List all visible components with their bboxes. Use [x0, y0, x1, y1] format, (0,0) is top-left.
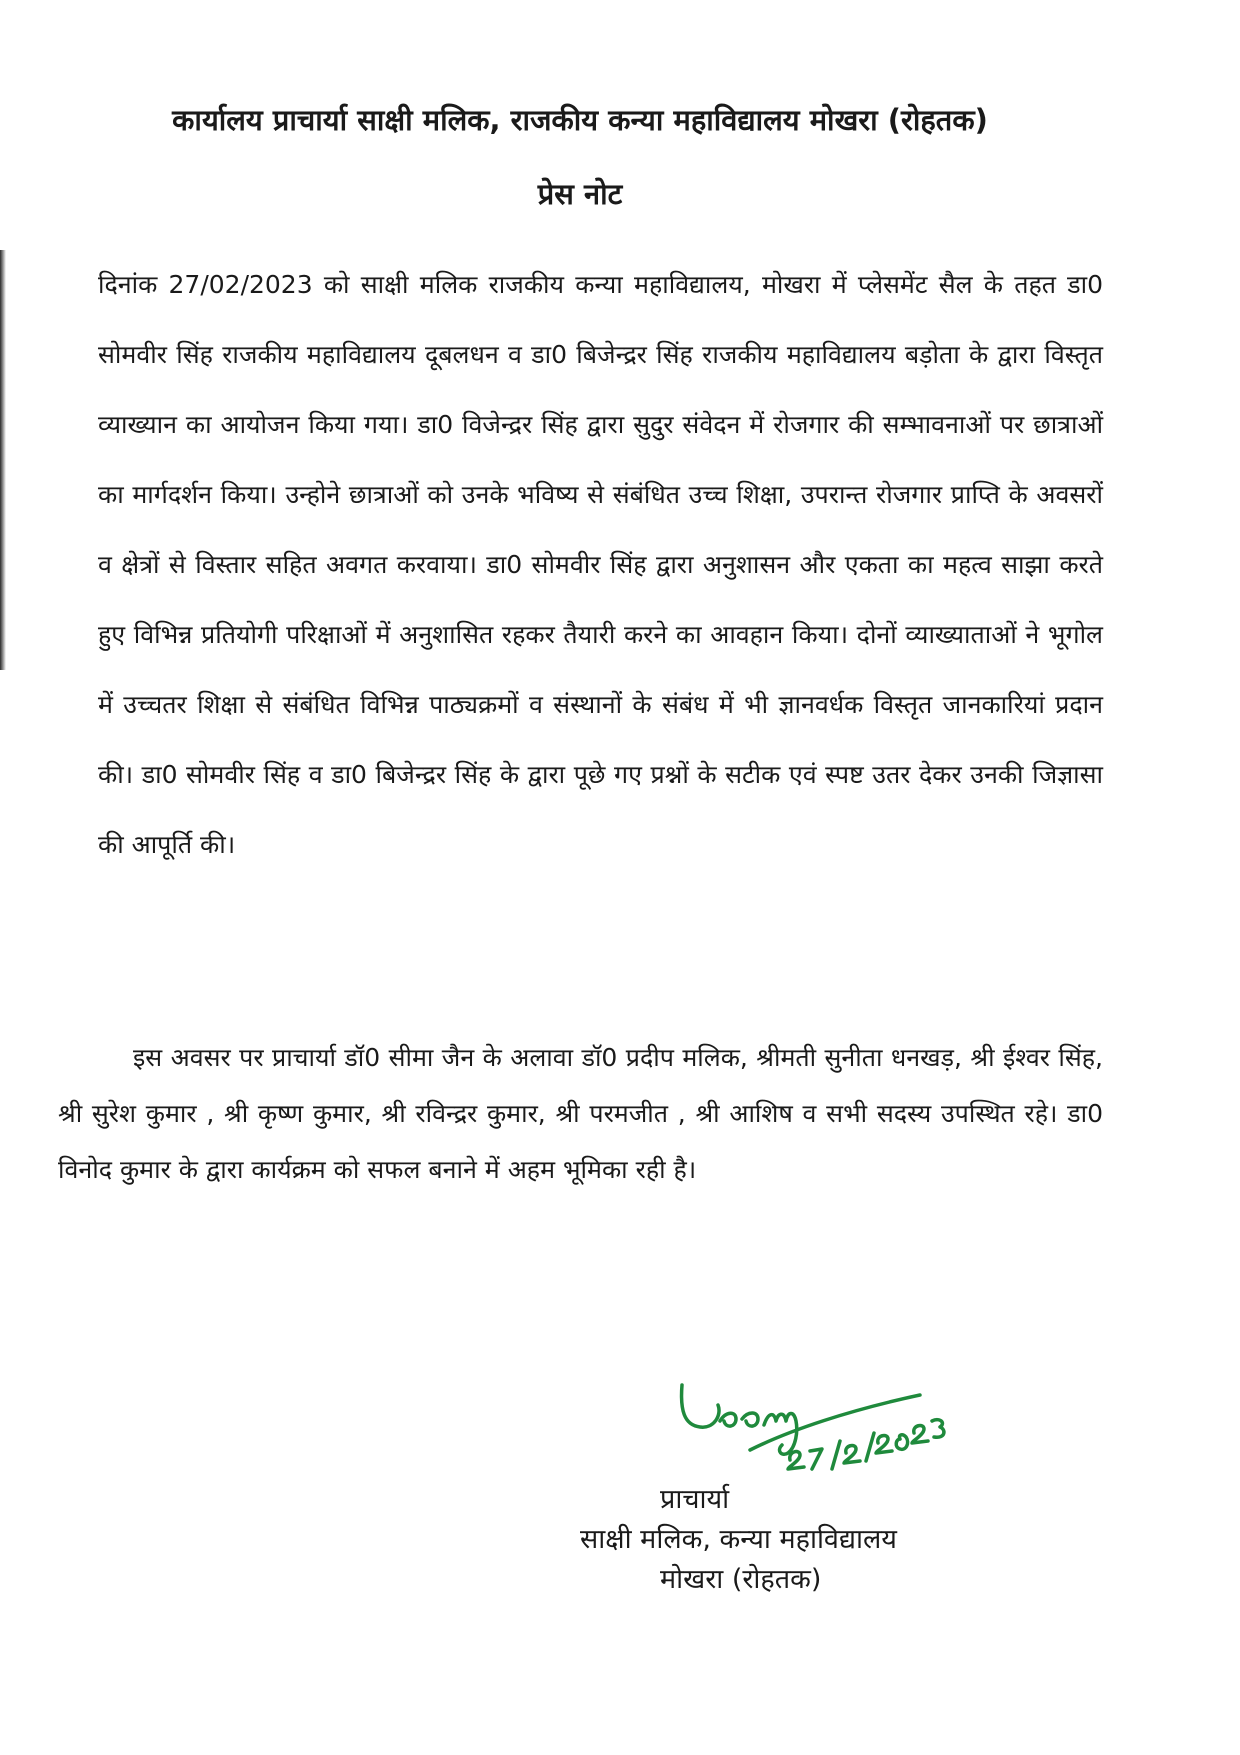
signatory-place: मोखरा (रोहतक): [660, 1564, 822, 1595]
handwritten-signature: [670, 1355, 950, 1475]
signatory-college: साक्षी मलिक, कन्या महाविद्यालय: [580, 1524, 897, 1555]
scan-shadow-edge: [0, 250, 6, 670]
document-type-heading: प्रेस नोट: [537, 177, 623, 211]
office-title: कार्यालय प्राचार्या साक्षी मलिक, राजकीय कन्या महाविद्यालय मोखरा (रोहतक): [172, 103, 988, 137]
body-paragraph-2: इस अवसर पर प्राचार्या डॉ0 सीमा जैन के अलावा डॉ0 प्रदीप मलिक, श्रीमती सुनीता धनखड़, श्री ईश्वर सिंह, श्री सुरेश कुमार , श्री कृष्ण कुमार, श्री रविन्द्रर कुमार, श्री परमजीत , श्री आशिष व सभी सदस्य उपस्थित रहे। डा0 विनोद कुमार के द्वारा कार्यक्रम को सफल बनाने में अहम भूमिका रही है।: [58, 1043, 1103, 1184]
body-paragraph-1: दिनांक 27/02/2023 को साक्षी मलिक राजकीय कन्या महाविद्यालय, मोखरा में प्लेसमेंट सैल के तहत डा0 सोमवीर सिंह राजकीय महाविद्यालय दूबलधन व डा0 बिजेन्द्रर सिंह राजकीय महाविद्यालय बड़ोता के द्वारा विस्तृत व्याख्यान का आयोजन किया गया। डा0 विजेन्द्रर सिंह द्वारा सुदुर संवेदन में रोजगार की सम्भावनाओं पर छात्राओं का मार्गदर्शन किया। उन्होने छात्राओं को उनके भविष्य से संबंधित उच्च शिक्षा, उपरान्त रोजगार प्राप्ति के अवसरों व क्षेत्रों से विस्तार सहित अवगत करवाया। डा0 सोमवीर सिंह द्वारा अनुशासन और एकता का महत्व साझा करते हुए विभिन्न प्रतियोगी परिक्षाओं में अनुशासित रहकर तैयारी करने का आवहान किया। दोनों व्याख्याताओं ने भूगोल में उच्चतर शिक्षा से संबंधित विभिन्न पाठ्यक्रमों व संस्थानों के संबंध में भी ज्ञानवर्धक विस्तृत जानकारियां प्रदान की। डा0 सोमवीर सिंह व डा0 बिजेन्द्रर सिंह के द्वारा पूछे गए प्रश्नों के सटीक एवं स्पष्ट उतर देकर उनकी जिज्ञासा की आपूर्ति की।: [98, 270, 1103, 859]
signatory-block: [560, 1480, 990, 1600]
signatory-title: प्राचार्या: [660, 1484, 730, 1515]
